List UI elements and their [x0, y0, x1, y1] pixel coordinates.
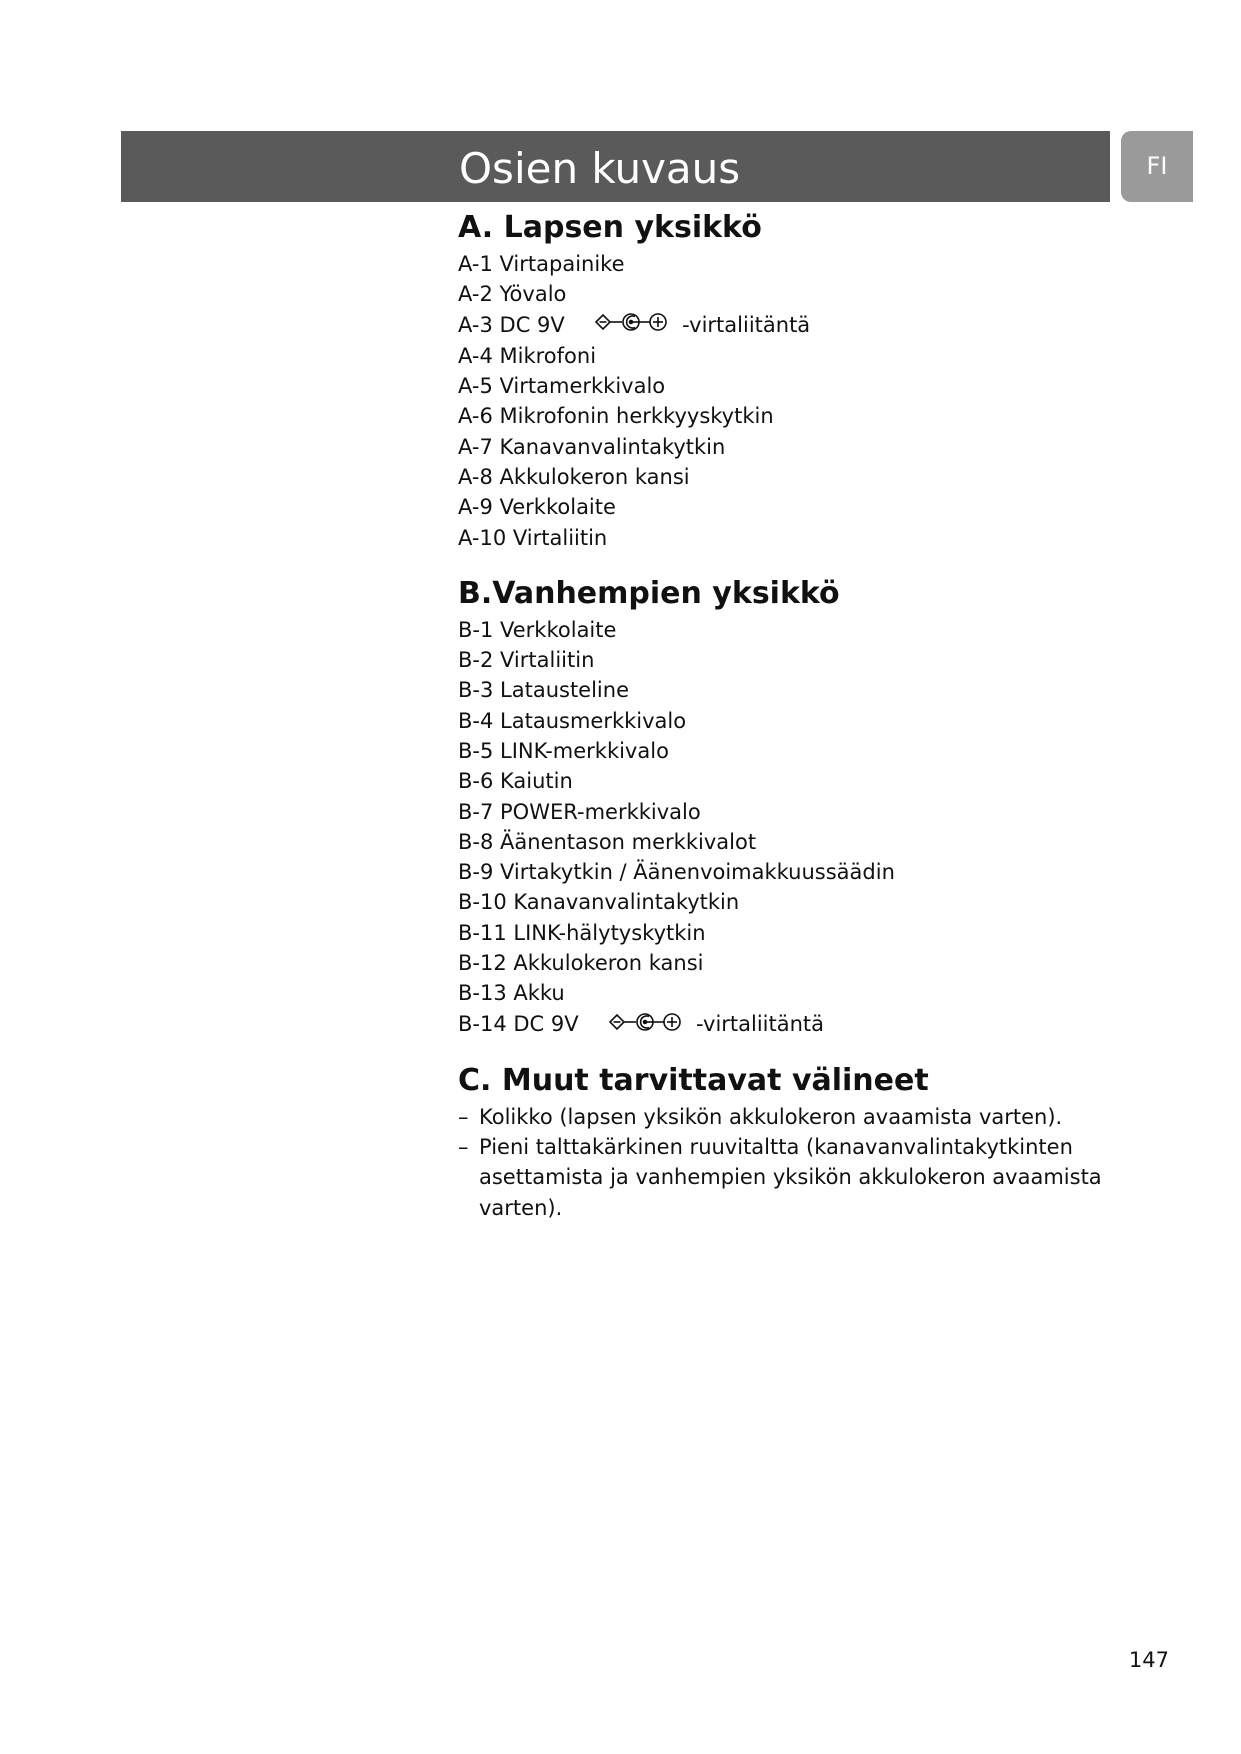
list-item: B-11 LINK-hälytyskytkin [458, 920, 706, 945]
list-item [458, 1102, 1108, 1132]
list-item: B-3 Latausteline [458, 678, 629, 703]
list-item: B-9 Virtakytkin / Äänenvoimakkuussäädin [458, 860, 895, 885]
list-item: B-6 Kaiutin [458, 769, 573, 794]
list-item: A-2 Yövalo [458, 282, 567, 307]
section-heading: C. Muut tarvittavat välineet [458, 1062, 929, 1098]
list-item: B-10 Kanavanvalintakytkin [458, 890, 740, 915]
content [458, 207, 1108, 1243]
connector-suffix: -virtaliitäntä [682, 312, 811, 337]
item-label: A-3 DC 9V [458, 312, 565, 337]
item-text: Pieni talttakärkinen ruuvitaltta (kanavanvalintakytkinten asettamista ja vanhempien yksikön akkulokeron avaamista varten). [479, 1135, 1102, 1220]
list-item: B-12 Akkulokeron kansi [458, 951, 704, 976]
section-other-tools [458, 1060, 1108, 1223]
list-item-dc-input [458, 310, 1108, 341]
language-tab: FI [1121, 131, 1193, 202]
list-item: B-5 LINK-merkkivalo [458, 739, 669, 763]
list-item: A-5 Virtamerkkivalo [458, 374, 666, 399]
item-text: Kolikko (lapsen yksikön akkulokeron avaamista varten). [479, 1104, 1063, 1129]
list-item-dc-input [458, 1009, 1108, 1040]
item-list [458, 249, 1108, 553]
list-item: A-1 Virtapainike [458, 252, 625, 276]
list-item: B-13 Akku [458, 981, 565, 1006]
list-item: A-6 Mikrofonin herkkyyskytkin [458, 404, 774, 429]
section-child-unit [458, 207, 1108, 553]
list-item: B-7 POWER-merkkivalo [458, 799, 701, 824]
list-item: B-1 Verkkolaite [458, 617, 617, 642]
list-item: A-4 Mikrofoni [458, 343, 597, 368]
dash-bullet: – [458, 1104, 469, 1129]
page-title: Osien kuvaus [459, 144, 741, 193]
list-item: A-10 Virtaliitin [458, 525, 608, 550]
item-list [458, 615, 1108, 1040]
list-item: B-4 Latausmerkkivalo [458, 708, 687, 733]
list-item [458, 1132, 1108, 1223]
section-heading: A. Lapsen yksikkö [458, 210, 762, 245]
connector-suffix: -virtaliitäntä [696, 1011, 825, 1036]
dash-bullet: – [458, 1135, 469, 1160]
list-item: B-2 Virtaliitin [458, 648, 595, 673]
list-item: B-8 Äänentason merkkivalot [458, 829, 757, 854]
tool-list [458, 1102, 1108, 1223]
list-item: A-8 Akkulokeron kansi [458, 464, 690, 489]
page-number: 147 [1128, 1648, 1169, 1672]
list-item: A-7 Kanavanvalintakytkin [458, 434, 726, 459]
section-heading: B.Vanhempien yksikkö [458, 575, 840, 611]
list-item: A-9 Verkkolaite [458, 495, 616, 520]
section-parent-unit [458, 573, 1108, 1040]
dc-polarity-icon [607, 1010, 683, 1040]
dc-polarity-icon [593, 310, 669, 340]
item-label: B-14 DC 9V [458, 1011, 579, 1036]
